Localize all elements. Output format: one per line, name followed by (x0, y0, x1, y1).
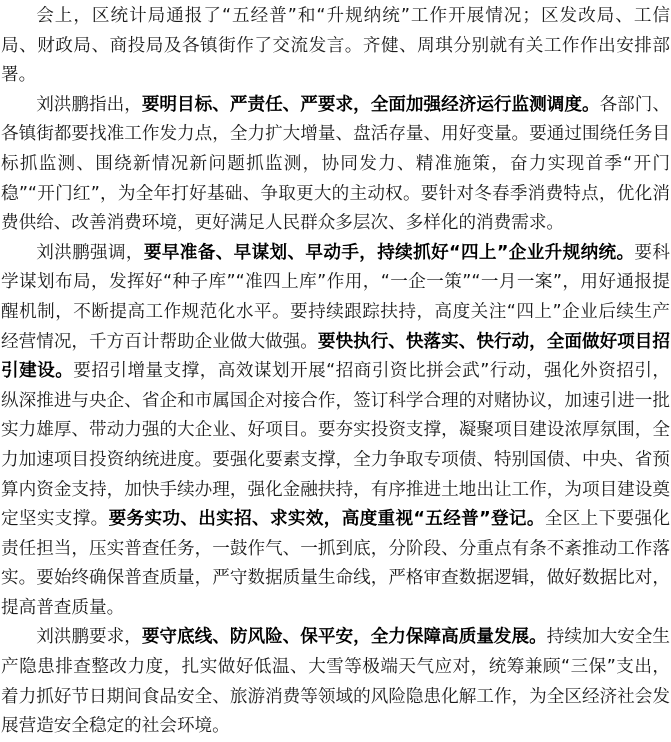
text-run: 刘洪鹏要求， (36, 627, 142, 648)
paragraph-meeting-report (1, 2, 670, 91)
text-run: 要招引增量支撑，高效谋划开展“招商引资比拼会武”行动，强化外资招引，纵深推进与央企、省企和市属国企对接合作，签订科学合理的对赌协议，加速引进一批实力雄厚、带动力强的大企业、好项目。要夯实投资支撑，凝聚项目建设浓厚氛围，全力加速项目投资纳统进度。要强化要素支撑，全力争取专项债、特别国债、中央、省预算内资金支持，加快手续办理，强化金融扶持，有序推进土地出让工作，为项目建设奠定坚实支撑。 (1, 361, 670, 530)
text-run: 持续加大安全生产隐患排查整改力度，扎实做好低温、大雪等极端天气应对，统筹兼顾“三保”支出，着力抓好节日期间食品安全、旅游消费等领域的风险隐患化解工作，为全区经济社会发展营造安全稳定的社会环境。 (1, 627, 670, 737)
emphasis-run: 要务实功、出实招、求实效，高度重视“五经普”登记。 (108, 509, 545, 530)
text-run: 各部门、各镇街都要找准工作发力点，全力扩大增量、盘活存量、用好变量。要通过围绕任务目标抓监测、围绕新情况新问题抓监测，协同发力、精准施策，奋力实现首季“开门稳”“开门红”，为全年打好基础、争取更大的主动权。要针对冬春季消费特点，优化消费供给、改善消费环境，更好满足人民群众多层次、多样化的消费需求。 (1, 94, 670, 234)
emphasis-run: 要守底线、防风险、保平安，全力保障高质量发展。 (141, 627, 547, 648)
emphasis-run: 要早准备、早谋划、早动手，持续抓好“四上”企业升规纳统。 (143, 242, 635, 263)
text-run: 要科学谋划布局，发挥好“种子库”“准四上库”作用，“一企一策”“一月一案”，用好通报提醒机制，不断提高工作规范化水平。要持续跟踪扶持，高度关注“四上”企业后续生产经营情况，千方百计帮助企业做大做强。 (1, 242, 670, 352)
paragraph-enterprise-projects (1, 239, 670, 624)
text-run: 刘洪鹏指出， (36, 94, 142, 115)
text-run: 全区上下要强化责任担当，压实普查任务，一鼓作气、一抓到底，分阶段、分重点有条不紊推动工作落实。要始终确保普查质量，严守数据质量生命线，严格审查数据逻辑，做好数据比对，提高普查质量。 (1, 509, 670, 618)
emphasis-run: 要明目标、严责任、严要求，全面加强经济运行监测调度。 (141, 94, 600, 115)
text-run: 刘洪鹏强调， (36, 242, 144, 263)
text-run: 会上，区统计局通报了“五经普”和“升规纳统”工作开展情况；区发改局、工信局、财政局、商投局及各镇街作了交流发言。齐健、周琪分别就有关工作作出安排部署。 (1, 6, 670, 86)
paragraph-monitoring (1, 91, 670, 239)
emphasis-run: 要快执行、快落实、快行动，全面做好项目招引建设。 (1, 331, 670, 382)
paragraph-safety (1, 623, 670, 741)
